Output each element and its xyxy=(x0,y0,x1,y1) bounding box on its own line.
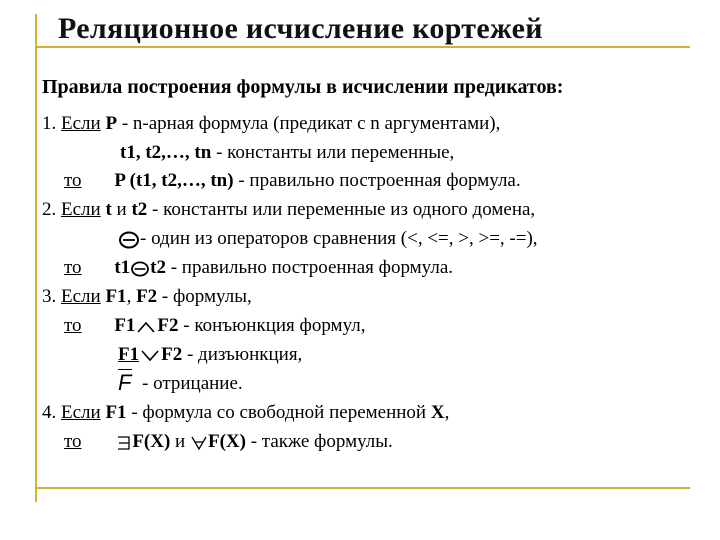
rule3-comma: , xyxy=(126,286,137,307)
rule4-if: Если xyxy=(61,402,101,423)
disjunction-icon xyxy=(139,349,161,363)
rule1-if: Если xyxy=(61,113,101,134)
rule2-text1: - константы или переменные из одного домена, xyxy=(147,199,536,220)
rule3-F1: F1 xyxy=(105,286,127,307)
rule2-then: то xyxy=(64,257,82,278)
rule2-line2 xyxy=(118,228,538,250)
rule3-disj-text: - дизъюнкция, xyxy=(182,344,303,365)
rule1-formula-text: - правильно построенная формула. xyxy=(233,170,521,191)
rule3-disj-a: F1 xyxy=(118,344,140,365)
rule4-then: то xyxy=(64,431,82,452)
rule4-text2: - также формулы. xyxy=(245,431,393,452)
theta-operator-icon xyxy=(130,261,150,277)
rule1-args-text: - константы или переменные, xyxy=(211,142,455,163)
rule1-line2 xyxy=(120,142,454,164)
rule3-line1 xyxy=(42,286,252,308)
subtitle: Правила построения формулы в исчислении предикатов: xyxy=(42,76,564,98)
rule1-text1: - n-арная формула (предикат с n аргументами), xyxy=(117,113,501,134)
rule4-fx2: F(X) xyxy=(207,431,246,452)
rule1-line3 xyxy=(64,170,521,192)
rule3-conj-text: - конъюнкция формул, xyxy=(178,315,366,336)
rule4-end: , xyxy=(444,402,450,423)
conjunction-icon xyxy=(135,320,157,334)
page-title: Реляционное исчисление кортежей xyxy=(58,12,543,45)
negation-F: F xyxy=(118,370,132,395)
rule2-t2: t2 xyxy=(131,199,148,220)
exists-quantifier-icon xyxy=(116,435,132,451)
rule1-formula: P (t1, t2,…, tn) xyxy=(114,170,234,191)
rule2-t: t xyxy=(105,199,112,220)
rule3-negation-text: - отрицание. xyxy=(142,373,243,394)
rule2-line3 xyxy=(64,257,453,279)
rule2-and: и xyxy=(111,199,132,220)
rule1-args: t1, t2,…, tn xyxy=(120,142,212,163)
rule3-conj-b: F2 xyxy=(157,315,179,336)
forall-quantifier-icon xyxy=(190,435,208,451)
rule2-if: Если xyxy=(61,199,101,220)
rule3-disj-b: F2 xyxy=(161,344,183,365)
rule4-line2 xyxy=(64,431,393,453)
rule4-text1: - формула со свободной переменной xyxy=(126,402,431,423)
rule3-number: 3. xyxy=(42,286,57,307)
rule4-F1: F1 xyxy=(105,402,127,423)
rule2-line1 xyxy=(42,199,535,221)
rule2-number: 2. xyxy=(42,199,57,220)
rule4-line1 xyxy=(42,402,449,424)
rule4-number: 4. xyxy=(42,402,57,423)
rule1-number: 1. xyxy=(42,113,57,134)
rule3-then: то xyxy=(64,315,82,336)
rule3-line2 xyxy=(64,315,365,337)
left-accent-line xyxy=(35,14,37,502)
bottom-rule xyxy=(35,487,690,489)
rule4-fx1: F(X) xyxy=(132,431,171,452)
rule4-and: и xyxy=(170,431,190,452)
rule3-conj-a: F1 xyxy=(114,315,136,336)
rule1-then: то xyxy=(64,170,82,191)
rule1-P: P xyxy=(105,113,118,134)
rule2-t1: t1 xyxy=(114,257,131,278)
rule4-X: X xyxy=(430,402,445,423)
rule2-operators: - один из операторов сравнения (<, <=, >, >=, -=), xyxy=(140,228,538,249)
theta-operator-icon xyxy=(118,231,140,249)
rule3-text1: - формулы, xyxy=(157,286,252,307)
rule3-F2: F2 xyxy=(136,286,158,307)
rule3-if: Если xyxy=(61,286,101,307)
rule2-line3-text: - правильно построенная формула. xyxy=(165,257,454,278)
rule2-t2b: t2 xyxy=(150,257,166,278)
rule1-line1 xyxy=(42,113,500,135)
rule3-line3 xyxy=(118,344,302,366)
title-underline xyxy=(35,46,690,48)
